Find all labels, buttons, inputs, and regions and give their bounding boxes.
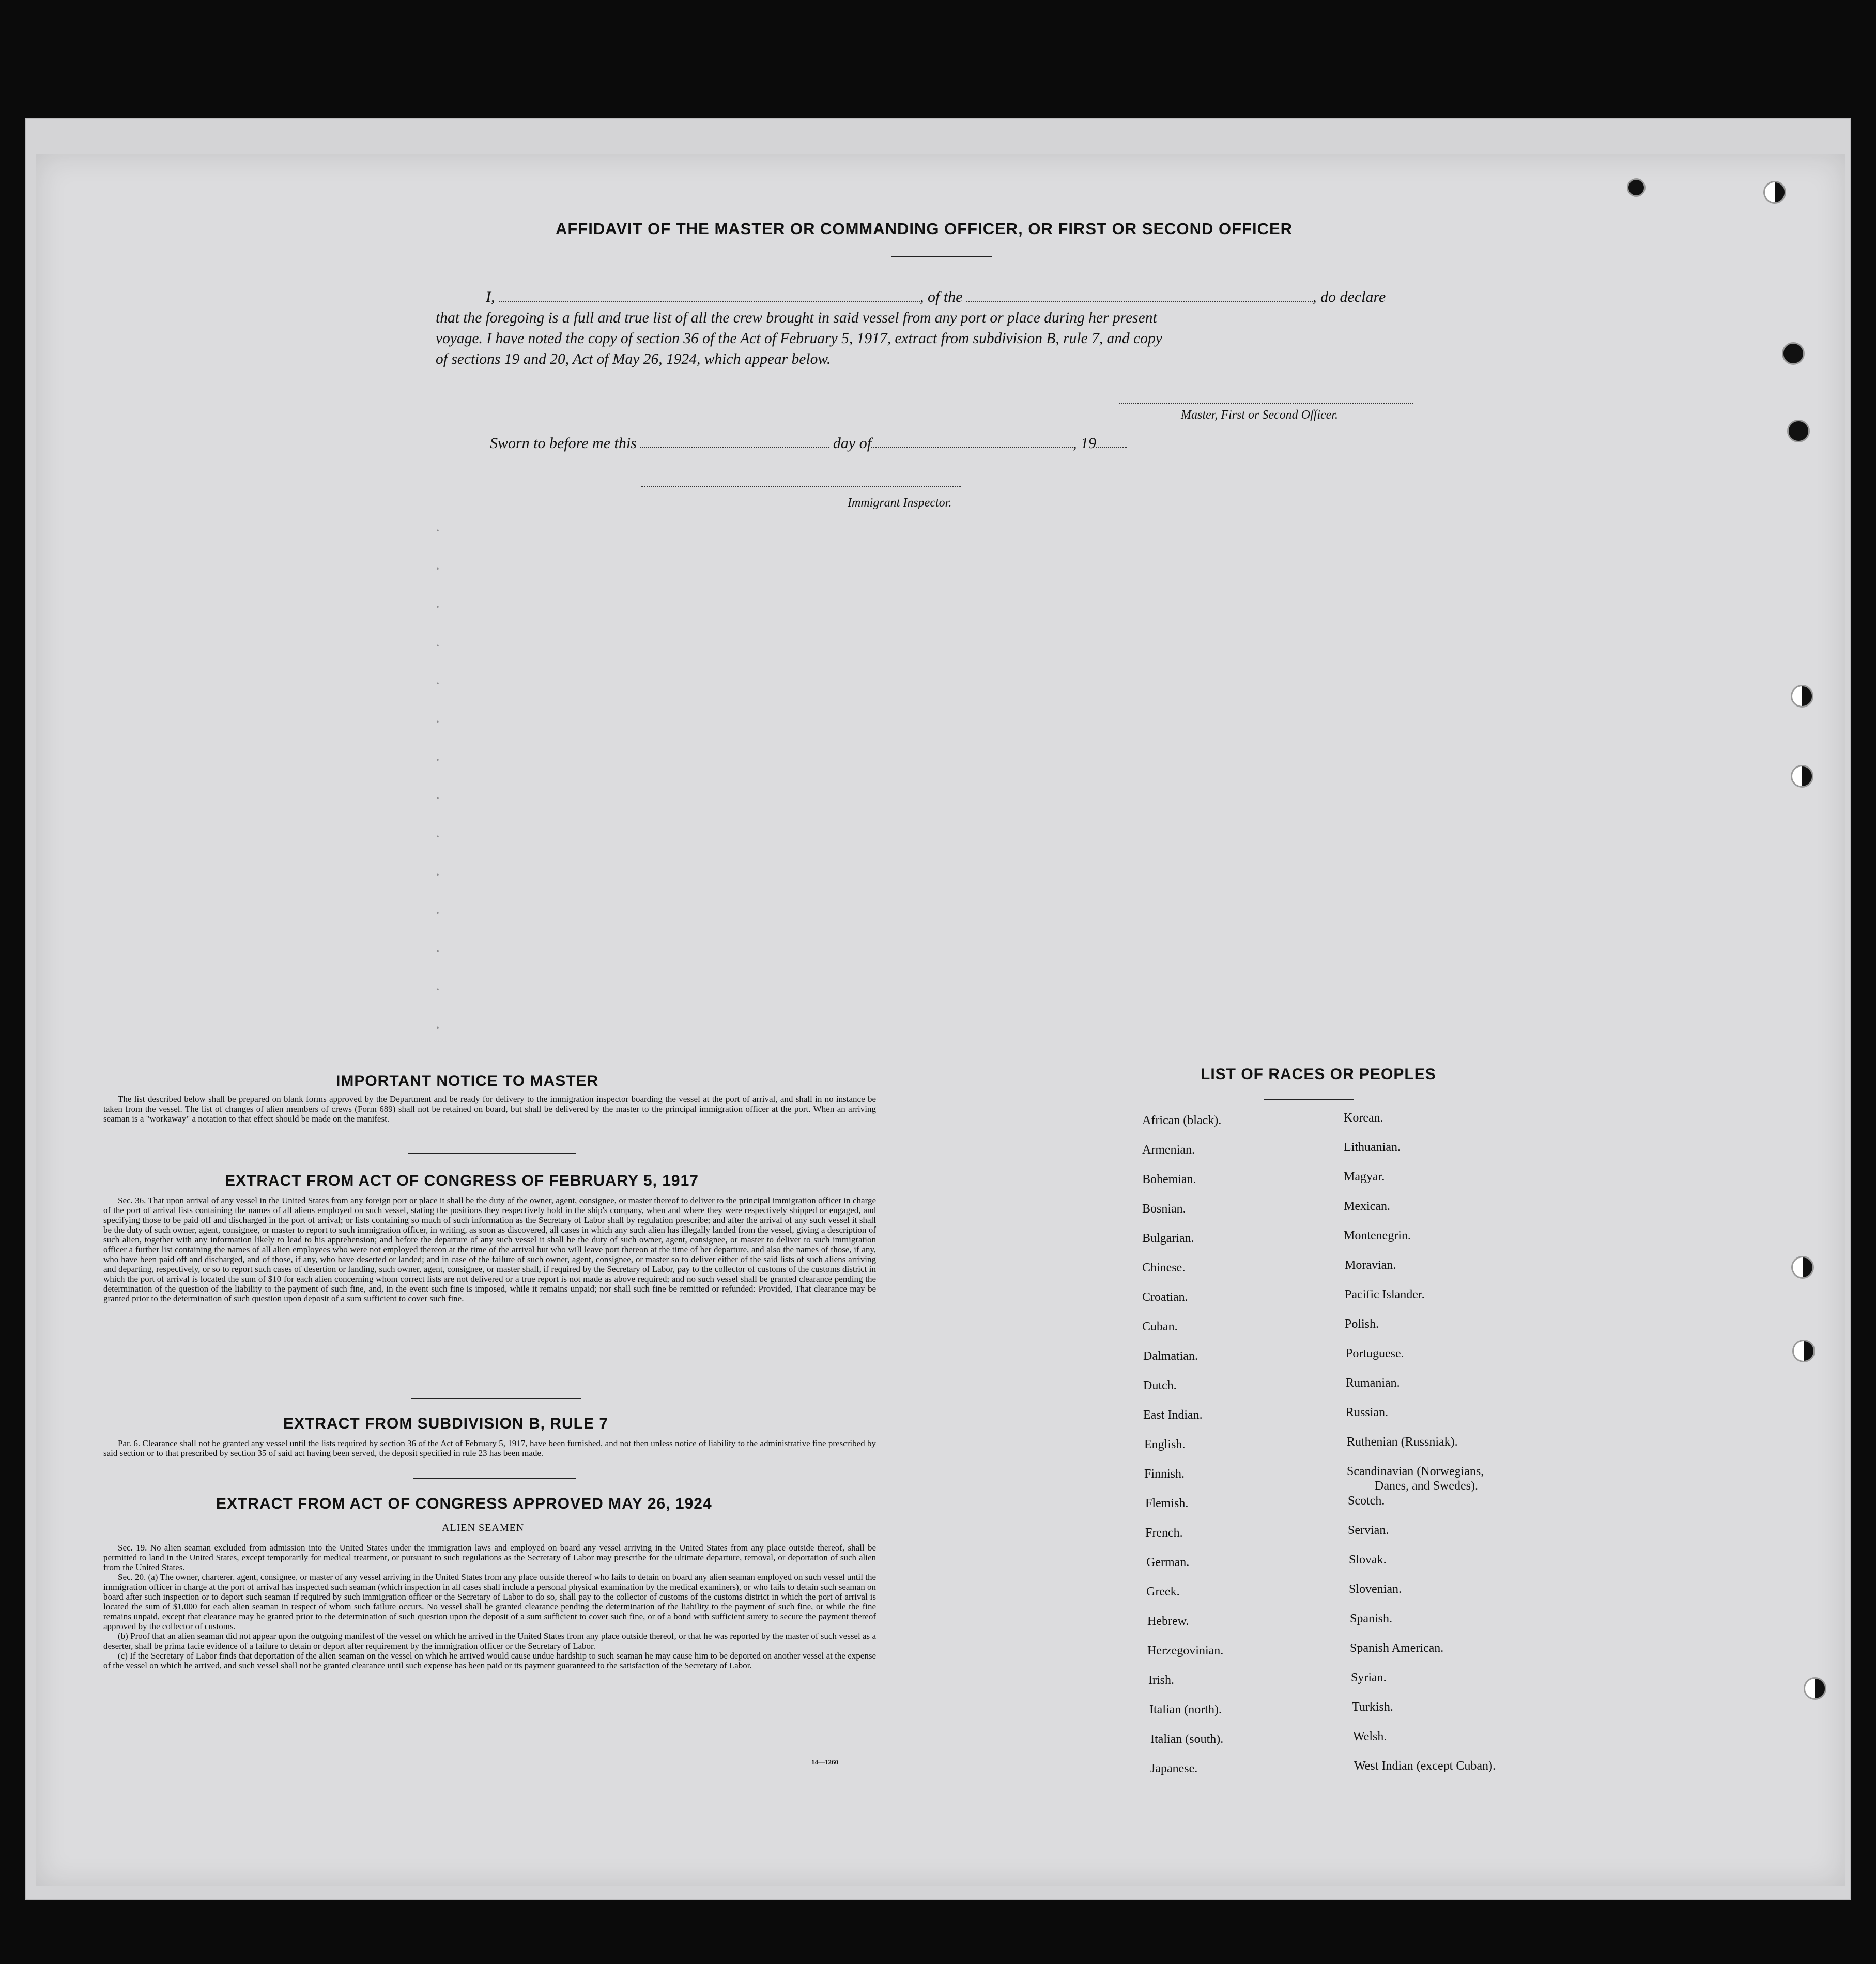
race-item: Spanish. [1350,1612,1393,1625]
race-item: Russian. [1346,1406,1389,1419]
notice-title: IMPORTANT NOTICE TO MASTER [336,1072,599,1090]
race-item: Japanese. [1150,1762,1198,1775]
affidavit-i: I, [486,288,495,305]
race-item: Scotch. [1348,1494,1385,1508]
race-item: Polish. [1345,1317,1379,1331]
day-of-label: day of [833,435,872,452]
race-item: Korean. [1344,1111,1383,1125]
paragraph-6-text: Par. 6. Clearance shall not be granted any vessel until the lists required by section 36 of the Act of February 5, 1917, have been furnished, and not then unless notice of liability to the administrative fine prescribed by said section or to that prescribed by section 35 of said act having been served, the deposit specified in rule 23 has been made. [103,1438,876,1458]
year-label: , 19 [1073,435,1097,452]
race-item: Montenegrin. [1344,1229,1411,1242]
race-item: Hebrew. [1147,1615,1189,1628]
race-item: Bosnian. [1142,1202,1186,1216]
alien-seamen-subtitle: ALIEN SEAMEN [442,1522,525,1533]
master-signature-line[interactable] [1119,403,1413,404]
sworn-year-field[interactable] [1096,437,1127,448]
affidavit-line4: of sections 19 and 20, Act of May 26, 1924, which appear below. [436,351,831,367]
section-36-text: Sec. 36. That upon arrival of any vessel in the United States from any foreign port or place it shall be the duty of the owner, agent, consignee, or master thereof to deliver to the principal immigration officer in charge of the port of arrival lists containing the names of all aliens employed on such vessel, stating the positions they respectively hold in the ship's company, when and where they were respectively shipped or engaged, and specifying those to be paid off and discharged in the port of arrival; or lists containing so much of such information as the Secretary of Labor shall by regulation prescribe; and after the arrival of any such vessel it shall be the duty of such owner, agent, consignee, or master to report to such immigration officer, in writing, as soon as discovered, all cases in which any such alien has illegally landed from the vessel, giving a description of such alien, together with any information likely to lead to his apprehension; and before the departure of any such vessel it shall be the duty of such owner, agent, consignee, or master to deliver to such immigration officer a further list containing the names of all alien employees who were not employed thereon at the time of the arrival but who will leave port thereon at the time of her departure, and also the names of those, if any, who have been paid off and discharged, and of those, if any, who have deserted or landed; and in case of the failure of such owner, agent, consignee, or master so to deliver either of the said lists of such aliens arriving and departing, respectively, or so to report such cases of desertion or landing, such owner, agent, consignee, or master shall, if required by the Secretary of Labor, pay to the collector of customs of the customs district in which the port of arrival is located the sum of $10 for each alien concerning whom correct lists are not delivered or a true report is not made as above required; and no such vessel shall be granted clearance pending the determination of the question of the liability to the payment of such fine, and, in the event such fine is imposed, while it remains unpaid; nor shall such fine be remitted or refunded: Provided, That clearance may be granted prior to the determination of such question upon deposit of a sum sufficient to cover such fine. [103,1195,876,1303]
race-item: Magyar. [1344,1170,1385,1184]
race-item: Slovak. [1349,1553,1387,1567]
affidavit-declare: , do declare [1313,288,1386,305]
race-item: Mexican. [1344,1200,1390,1213]
race-item: Croatian. [1142,1291,1188,1304]
master-signature-label: Master, First or Second Officer. [1181,408,1338,422]
inspector-signature-label: Immigrant Inspector. [848,496,952,510]
punch-hole [1791,1256,1814,1279]
form-number: 14—1260 [811,1758,838,1766]
punch-hole [1627,178,1646,197]
race-item: Portuguese. [1346,1347,1404,1360]
affidavit-line1 [486,287,1450,307]
notice-paragraph: The list described below shall be prepared on blank forms approved by the Department and be ready for delivery to the immigration inspector boarding the vessel at the port of arrival, and shall in no instance be taken from the vessel. The list of changes of alien members of crews (Form 689) shall not be retained on board, but shall be delivered by the master to the principal immigration officer at the port. When an arriving seaman is a "workaway" a notation to that effect should be made on the manifest. [103,1094,876,1124]
title-rule [891,256,992,257]
extract-1917-title: EXTRACT FROM ACT OF CONGRESS OF FEBRUARY 5, 1917 [225,1172,699,1189]
vessel-field[interactable] [966,290,1313,302]
race-item: Turkish. [1352,1700,1393,1714]
punch-hole [1763,181,1786,204]
race-item: Irish. [1148,1674,1174,1687]
race-item: Pacific Islander. [1345,1288,1425,1301]
race-item: Dutch. [1143,1379,1177,1392]
sworn-day-field[interactable] [640,437,829,448]
race-item: Cuban. [1142,1320,1178,1333]
name-field[interactable] [499,290,920,302]
race-item: Scandinavian (Norwegians, [1347,1465,1484,1478]
race-item: Bulgarian. [1142,1232,1194,1245]
extract-1924-title: EXTRACT FROM ACT OF CONGRESS APPROVED MAY 26, 1924 [216,1495,712,1512]
extract-1924-body [103,1543,876,1670]
punch-hole [1791,685,1813,708]
punch-hole [1782,342,1805,365]
affidavit-line3: voyage. I have noted the copy of section 36 of the Act of February 5, 1917, extract from subdivision B, rule 7, and copy [436,330,1162,347]
section-20c-text: (c) If the Secretary of Labor finds that deportation of the alien seaman on the vessel on which he arrived would cause undue hardship to such seaman he may cause him to be deported on another vessel at the expense of the vessel on which he arrived, and such vessel shall not be granted clearance until such expense has been paid or its payment guaranteed to the satisfaction of the Secretary of Labor. [103,1651,876,1670]
punch-hole [1787,420,1810,442]
affidavit-title: AFFIDAVIT OF THE MASTER OR COMMANDING OFFICER, OR FIRST OR SECOND OFFICER [556,220,1293,238]
section-rule [411,1398,581,1399]
race-item: Dalmatian. [1143,1349,1198,1363]
race-item: Syrian. [1351,1671,1387,1684]
race-item: Chinese. [1142,1261,1186,1275]
sworn-month-field[interactable] [871,437,1073,448]
race-item: African (black). [1142,1114,1222,1127]
race-item: Moravian. [1345,1259,1396,1272]
race-item: Ruthenian (Russniak). [1347,1435,1458,1449]
race-item: Armenian. [1142,1143,1195,1157]
races-title: LIST OF RACES OR PEOPLES [1201,1066,1436,1083]
race-item: Slovenian. [1349,1583,1402,1596]
bleed-through-column-dots: · · · · · · · · · · · · · · [435,522,440,1036]
section-20a-text: Sec. 20. (a) The owner, charterer, agent, consignee, or master of any vessel arriving in the United States from any place outside thereof who fails to detain on board any alien seaman employed on such vessel until the immigration officer in charge at the port of arrival has inspected such seaman (which inspection in all cases shall include a personal physical examination by the medical examiners), or who fails to detain such seaman on board after such inspection or to deport such seaman if required by such immigration officer or the Secretary of Labor to do so, shall pay to the collector of customs of the customs district in which the port of arrival is located the sum of $1,000 for each alien seaman in respect of whom such failure occurs. No vessel shall be granted clearance pending the determination of the liability to the payment of such fine, or while the fine remains unpaid, except that clearance may be granted prior to the determination of such question upon the deposit of a sum sufficient to cover such fine, or of a bond with sufficient surety to secure the payment thereof approved by the collector of customs. [103,1572,876,1631]
race-item: Italian (south). [1150,1732,1224,1746]
section-19-text: Sec. 19. No alien seaman excluded from admission into the United States under the immigration laws and employed on board any vessel arriving in the United States from any place outside thereof, shall be permitted to land in the United States, except temporarily for medical treatment, or pursuant to such regulations as the Secretary of Labor may prescribe for the ultimate departure, removal, or deportation of such alien from the United States. [103,1543,876,1572]
race-item: Lithuanian. [1344,1141,1401,1154]
race-item: Flemish. [1145,1497,1189,1510]
affidavit-of-the: , of the [920,288,963,305]
rule-7-body [103,1438,876,1458]
inspector-signature-line[interactable] [641,486,961,487]
punch-hole [1792,1340,1815,1362]
race-item-continued: Danes, and Swedes). [1375,1479,1478,1493]
affidavit-line2: that the foregoing is a full and true list of all the crew brought in said vessel from any port or place during her present [436,310,1157,326]
races-title-rule [1264,1099,1354,1100]
section-20b-text: (b) Proof that an alien seaman did not appear upon the outgoing manifest of the vessel on which he arrived in the United States from any place outside thereof, or that he was reported by the master of such vessel as a deserter, shall be prima facie evidence of a failure to detain or deport after requirement by the immigration officer or the Secretary of Labor. [103,1631,876,1651]
race-item: Herzegovinian. [1147,1644,1224,1658]
race-item: East Indian. [1143,1408,1203,1422]
race-item: Rumanian. [1346,1376,1400,1390]
punch-hole [1804,1677,1826,1700]
extract-1917-body [103,1195,876,1303]
race-item: Spanish American. [1350,1641,1444,1655]
race-item: West Indian (except Cuban). [1354,1759,1496,1773]
rule-7-title: EXTRACT FROM SUBDIVISION B, RULE 7 [283,1415,609,1432]
race-item: Finnish. [1144,1467,1185,1481]
race-item: Greek. [1146,1585,1180,1599]
race-item: Welsh. [1353,1730,1387,1743]
notice-body [103,1094,876,1124]
race-item: Italian (north). [1149,1703,1222,1716]
section-rule [413,1478,576,1479]
section-rule [408,1153,576,1154]
punch-hole [1791,765,1813,788]
race-item: German. [1146,1556,1190,1569]
sworn-line [490,433,1127,453]
sworn-label: Sworn to before me this [490,435,637,452]
race-item: Bohemian. [1142,1173,1196,1186]
race-item: Servian. [1348,1524,1389,1537]
race-item: English. [1144,1438,1186,1451]
race-item: French. [1145,1526,1183,1540]
